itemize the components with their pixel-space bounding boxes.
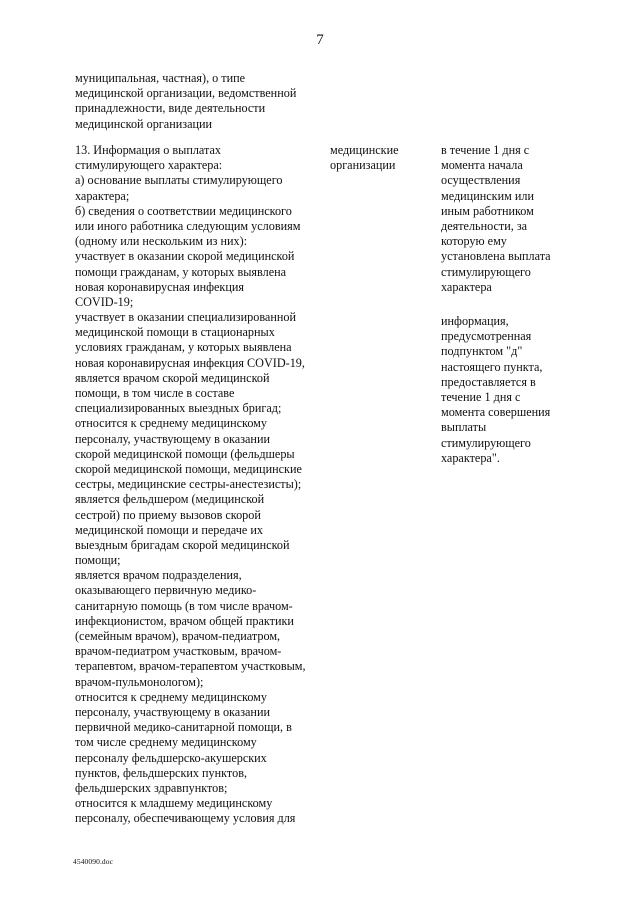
text-line: первичной медико-санитарной помощи, в [75, 720, 292, 735]
item-13-recipient-column [330, 143, 399, 173]
text-line: деятельности, за [441, 218, 528, 233]
text-line: момента совершения [441, 405, 551, 420]
text-line: COVID-19; [75, 294, 134, 309]
text-line: принадлежности, виде деятельности [75, 101, 266, 116]
text-line: течение 1 дня с [441, 389, 521, 404]
text-line: медицинской организации, ведомственной [75, 86, 297, 101]
text-line: предоставляется в [441, 374, 536, 389]
text-line: стимулирующего характера: [75, 158, 223, 173]
text-line: подпунктом "д" [441, 344, 523, 359]
item-13-deadline-note [441, 314, 550, 466]
text-line: скорой медицинской помощи (фельдшеры [75, 446, 295, 461]
text-line: характера; [75, 188, 130, 203]
text-line: помощи, в том числе в составе [75, 386, 235, 400]
text-line: медицинской помощи в стационарных [75, 325, 275, 340]
text-line: характера [441, 279, 492, 294]
text-line: персоналу, участвующему в оказании [75, 431, 270, 446]
text-line: инфекционистом, врачом общей практики [75, 613, 294, 628]
text-line: 13. Информация о выплатах [75, 143, 221, 157]
text-line: персоналу, участвующему в оказании [75, 704, 270, 719]
text-line: врачом-пульмонологом); [75, 674, 204, 689]
text-line: специализированных выездных бригад; [75, 401, 282, 416]
text-line: относится к среднему медицинскому [75, 416, 267, 431]
text-line: медицинским или [441, 188, 534, 203]
text-line: скорой медицинской помощи, медицинские [75, 461, 302, 476]
text-line: является врачом подразделения, [75, 568, 242, 583]
text-line: (семейным врачом), врачом-педиатром, [75, 629, 281, 643]
text-line: или иного работника следующим условиям [75, 218, 301, 233]
text-line: которую ему [441, 234, 507, 249]
text-line: оказывающего первичную медико- [75, 583, 257, 598]
text-line: фельдшерских здравпунктов; [75, 780, 228, 795]
text-line: выездным бригадам скорой медицинской [75, 537, 290, 552]
text-line: стимулирующего [441, 435, 531, 450]
text-line: характера". [441, 450, 500, 465]
text-line: выплаты [441, 420, 487, 435]
text-line: б) сведения о соответствии медицинского [75, 203, 292, 218]
text-line: участвует в оказании скорой медицинской [75, 249, 295, 264]
item-13-deadline-column [441, 143, 551, 295]
intro-paragraph [75, 71, 296, 132]
text-line: сестрой) по приему вызовов скорой [75, 507, 261, 522]
text-line: медицинской помощи и передаче их [75, 522, 263, 537]
text-line: (одному или нескольким из них): [75, 234, 248, 249]
text-line: новая коронавирусная инфекция [75, 279, 245, 294]
text-line: персоналу фельдшерско-акушерских [75, 750, 267, 765]
text-line: относится к среднему медицинскому [75, 689, 267, 704]
document-footer-filename: 4540090.doc [73, 857, 114, 866]
text-line: является фельдшером (медицинской [75, 492, 265, 507]
text-line: иным работником [441, 203, 534, 218]
text-line: предусмотренная [441, 329, 532, 344]
text-line: медицинские [330, 143, 399, 157]
text-line: относится к младшему медицинскому [75, 796, 273, 811]
text-line: пунктов, фельдшерских пунктов, [75, 765, 247, 780]
text-line: осуществления [441, 173, 521, 188]
text-line: новая коронавирусная инфекция COVID-19, [75, 355, 305, 370]
text-line: участвует в оказании специализированной [75, 310, 296, 325]
text-line: а) основание выплаты стимулирующего [75, 173, 283, 188]
text-line: в течение 1 дня с [441, 143, 530, 157]
text-line: является врачом скорой медицинской [75, 370, 270, 385]
text-line: сестры, медицинские сестры-анестезисты); [75, 477, 302, 492]
text-line: помощи; [75, 553, 121, 568]
text-line: медицинской организации [75, 116, 213, 131]
text-line: терапевтом, врачом-терапевтом участковым, [75, 659, 306, 674]
text-line: информация, [441, 314, 509, 328]
text-line: стимулирующего [441, 264, 531, 279]
text-line: момента начала [441, 158, 523, 173]
text-line: настоящего пункта, [441, 359, 543, 374]
text-line: помощи гражданам, у которых выявлена [75, 264, 287, 279]
text-line: организации [330, 158, 396, 173]
page-number: 7 [316, 32, 324, 48]
text-line: том числе среднему медицинскому [75, 735, 257, 750]
text-line: санитарную помощь (в том числе врачом- [75, 598, 293, 613]
item-13-description-column [75, 143, 306, 826]
text-line: врачом-педиатром участковым, врачом- [75, 644, 282, 659]
text-line: установлена выплата [441, 249, 551, 264]
text-line: муниципальная, частная), о типе [75, 71, 246, 85]
text-line: персоналу, обеспечивающему условия для [75, 811, 296, 826]
text-line: условиях гражданам, у которых выявлена [75, 340, 292, 355]
